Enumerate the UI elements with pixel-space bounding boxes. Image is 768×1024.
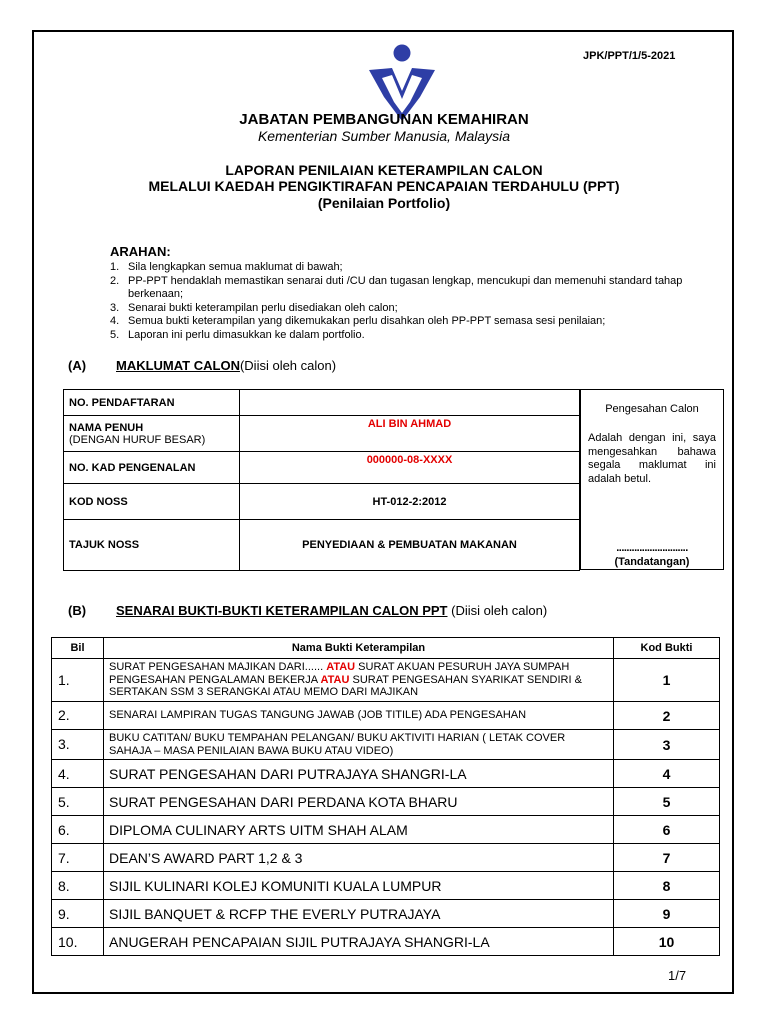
evidence-name: DIPLOMA CULINARY ARTS UITM SHAH ALAM <box>104 816 614 844</box>
noss-title-value: PENYEDIAAN & PEMBUATAN MAKANAN <box>240 520 580 571</box>
table-row <box>64 452 580 484</box>
evidence-code: 5 <box>614 788 720 816</box>
noss-code-label: KOD NOSS <box>64 484 240 520</box>
full-name-label: NAMA PENUH (DENGAN HURUF BESAR) <box>64 416 240 452</box>
evidence-name: SURAT PENGESAHAN MAJIKAN DARI...... ATAU SURAT AKUAN PESURUH JAYA SUMPAH PENGESAHAN PENGALAMAN BEKERJA ATAU SURAT PENGESAHAN SYARIKAT SENDIRI & SERTAKAN SSM 3 SERANGKAI ATAU MEMO DARI MAJIKAN <box>104 659 614 702</box>
noss-title-label: TAJUK NOSS <box>64 520 240 571</box>
table-row <box>52 928 720 956</box>
noss-code-value: HT-012-2:2012 <box>240 484 580 520</box>
organization-name: JABATAN PEMBANGUNAN KEMAHIRAN <box>239 111 529 128</box>
row-number: 7. <box>52 844 104 872</box>
row-number: 5. <box>52 788 104 816</box>
row-number: 10. <box>52 928 104 956</box>
evidence-code: 1 <box>614 659 720 702</box>
evidence-name: BUKU CATITAN/ BUKU TEMPAHAN PELANGAN/ BUKU AKTIVITI HARIAN ( LETAK COVER SAHAJA – MASA PENILAIAN BAWA BUKU ATAU VIDEO) <box>104 730 614 760</box>
table-row <box>52 702 720 730</box>
registration-value <box>240 390 580 416</box>
evidence-code: 9 <box>614 900 720 928</box>
evidence-code: 3 <box>614 730 720 760</box>
table-row <box>64 484 580 520</box>
evidence-code: 10 <box>614 928 720 956</box>
evidence-code: 6 <box>614 816 720 844</box>
report-title-line1: LAPORAN PENILAIAN KETERAMPILAN CALON <box>225 162 543 178</box>
instructions-title: ARAHAN: <box>110 244 171 259</box>
report-title-line2: MELALUI KAEDAH PENGIKTIRAFAN PENCAPAIAN TERDAHULU (PPT) <box>148 178 620 194</box>
signature-label: (Tandatangan) <box>614 556 690 568</box>
table-row <box>64 390 580 416</box>
evidence-name: DEAN’S AWARD PART 1,2 & 3 <box>104 844 614 872</box>
row-number: 9. <box>52 900 104 928</box>
row-number: 6. <box>52 816 104 844</box>
ic-number-label: NO. KAD PENGENALAN <box>64 452 240 484</box>
evidence-code: 4 <box>614 760 720 788</box>
column-header-name: Nama Bukti Keterampilan <box>104 638 614 659</box>
evidence-name: SENARAI LAMPIRAN TUGAS TANGUNG JAWAB (JOB TITILE) ADA PENGESAHAN <box>104 702 614 730</box>
candidate-confirmation-box <box>580 389 724 570</box>
column-header-code: Kod Bukti <box>614 638 720 659</box>
signature-line: ............................ <box>616 542 688 554</box>
evidence-name: ANUGERAH PENCAPAIAN SIJIL PUTRAJAYA SHANGRI-LA <box>104 928 614 956</box>
table-header-row <box>52 638 720 659</box>
row-number: 2. <box>52 702 104 730</box>
page-number: 1/7 <box>668 968 687 983</box>
table-row <box>52 760 720 788</box>
evidence-table <box>51 637 720 956</box>
table-row <box>52 872 720 900</box>
document-code: JPK/PPT/1/5-2021 <box>583 50 676 62</box>
evidence-code: 7 <box>614 844 720 872</box>
registration-label: NO. PENDAFTARAN <box>64 390 240 416</box>
confirmation-title: Pengesahan Calon <box>605 403 699 415</box>
instruction-item: 4. Semua bukti keterampilan yang dikemukakan perlu disahkan oleh PP-PPT semasa sesi penilaian; <box>110 315 606 327</box>
evidence-name: SIJIL BANQUET & RCFP THE EVERLY PUTRAJAYA <box>104 900 614 928</box>
table-row <box>52 844 720 872</box>
table-row <box>64 416 580 452</box>
organization-subtitle: Kementerian Sumber Manusia, Malaysia <box>257 128 511 144</box>
section-a-heading: (A) MAKLUMAT CALON(Diisi oleh calon) <box>68 358 337 373</box>
evidence-name: SIJIL KULINARI KOLEJ KOMUNITI KUALA LUMPUR <box>104 872 614 900</box>
instruction-item: 5. Laporan ini perlu dimasukkan ke dalam portfolio. <box>110 328 365 341</box>
table-row <box>52 788 720 816</box>
ic-number-value: 000000-08-XXXX <box>240 452 580 484</box>
evidence-name: SURAT PENGESAHAN DARI PERDANA KOTA BHARU <box>104 788 614 816</box>
table-row <box>64 520 580 571</box>
evidence-name: SURAT PENGESAHAN DARI PUTRAJAYA SHANGRI-LA <box>104 760 614 788</box>
table-row <box>52 816 720 844</box>
evidence-code: 8 <box>614 872 720 900</box>
confirmation-text: Adalah dengan ini, saya mengesahkan bahawa segala maklumat ini adalah betul. <box>588 432 716 485</box>
row-number: 4. <box>52 760 104 788</box>
instruction-item: 3. Senarai bukti keterampilan perlu disediakan oleh calon; <box>110 301 398 314</box>
instruction-item: 1. Sila lengkapkan semua maklumat di bawah; <box>110 261 343 273</box>
table-row <box>52 900 720 928</box>
row-number: 1. <box>52 659 104 702</box>
report-title-line3: (Penilaian Portfolio) <box>317 195 451 211</box>
candidate-info-table <box>63 389 580 571</box>
table-row <box>52 659 720 702</box>
table-row <box>52 730 720 760</box>
section-b-heading: (B) SENARAI BUKTI-BUKTI KETERAMPILAN CALON PPT (Diisi oleh calon) <box>68 603 548 618</box>
row-number: 8. <box>52 872 104 900</box>
full-name-value: ALI BIN AHMAD <box>240 416 580 452</box>
row-number: 3. <box>52 730 104 760</box>
column-header-bil: Bil <box>52 638 104 659</box>
evidence-code: 2 <box>614 702 720 730</box>
instruction-item: 2. PP-PPT hendaklah memastikan senarai duti /CU dan tugasan lengkap, mencukupi dan memenuhi standard tahap berkenaan; <box>110 274 683 300</box>
instructions-list <box>110 261 710 342</box>
